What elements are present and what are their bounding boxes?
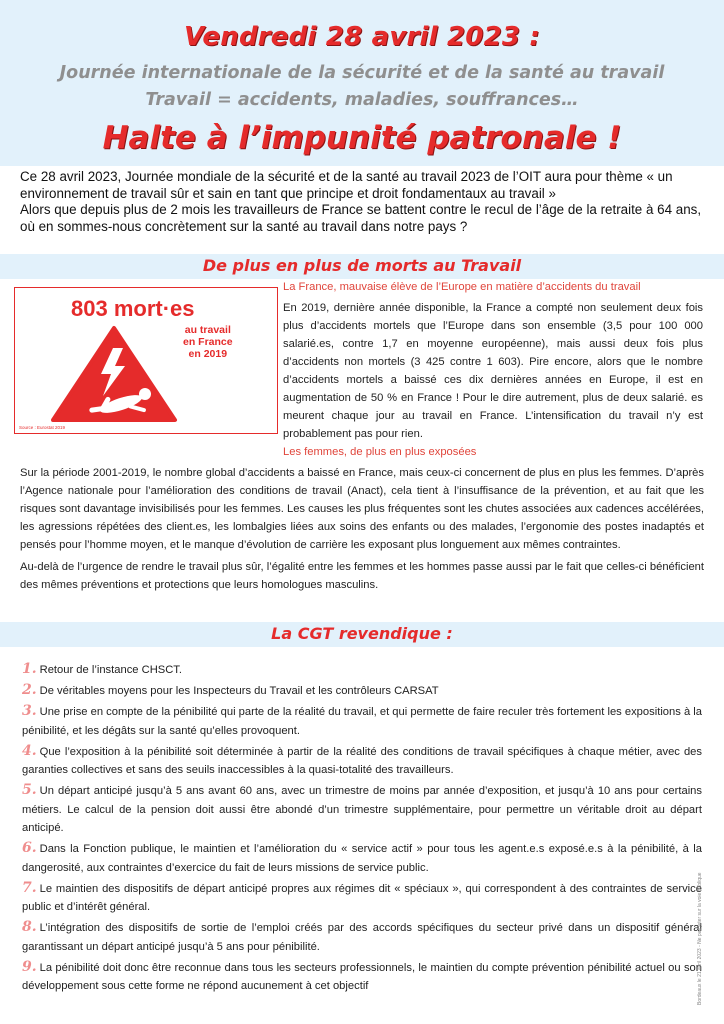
- claim-text: Le maintien des dispositifs de départ anticipé propres aux régimes dit « spéciaux », qui correspondent à des contraintes de service public et d’intérêt général.: [22, 882, 702, 913]
- intro-text: [20, 169, 710, 235]
- claim-number: 4.: [22, 742, 37, 759]
- section-title-deaths: De plus en plus de morts au Travail: [202, 256, 522, 275]
- paragraph-text: Sur la période 2001-2019, le nombre global d’accidents a baissé en France, mais ceux-ci concernent de plus en plus les femmes. D’après l’Agence nationale pour l’amélioration des conditions de travail (Anact), cela tient à l’insuffisance de la prévention, et au fait que les risques sont davantage invisibilisés pour les femmes. Les causes les plus fréquentes sont les chutes associées aux cadences accélérées, les agressions répétées des client.es, les lombalgies liées aux soins des enfants ou des malades, l’ergonomie des postes inadaptés et pensés pour l’homme moyen, et le manque d’évolution de carrière les exposant plus longuement aux mêmes contraintes.: [20, 467, 704, 551]
- claim-number: 8.: [22, 919, 37, 935]
- caption-line: en France: [183, 336, 233, 348]
- claim-text: Une prise en compte de la pénibilité qui parte de la réalité du travail, et qui permette de faire reculer très fortement les expositions à la pénibilité, et les dégâts sur la santé qu’elles provoquent.: [22, 706, 702, 737]
- paragraph-text: En 2019, dernière année disponible, la France a compté non seulement deux fois plus d’accidents mortels que l’Europe dans son ensemble (3,5 pour 100 000 salarié.es, contre 1,7 en moyenne européenne), mais aussi deux fois plus d’accidents non mortels (3 425 contre 1 603). Pire encore, alors que le nombre d’accidents mortels a baissé ces dix dernières années en Europe, il est en augmentation de 50 % en France ! Pour le dire autrement, plus de deux salarié. es meurent chaque jour au travail en France. L’intensification du travail n’y est probablement pas pour rien.: [283, 302, 703, 440]
- claims-list: [22, 660, 702, 997]
- infographic-box: [14, 287, 278, 434]
- infographic-source: Source : Eurostat 2019: [19, 425, 66, 430]
- section-title-claims: La CGT revendique :: [271, 624, 453, 643]
- intro-paragraph: Ce 28 avril 2023, Journée mondiale de la sécurité et de la santé au travail 2023 de l’OIT aura pour thème « un environnement de travail sûr et sain en tant que principe et droit fondamentaux au travail »: [20, 169, 673, 201]
- claim-number: 3.: [22, 703, 37, 719]
- claim-number: 1.: [22, 661, 37, 677]
- claim-text: La pénibilité doit donc être reconnue dans tous les secteurs professionnels, le maintien du compte prévention pénibilité actuel ou son développement sous cette forme ne répond aucunement à cet objectif: [22, 961, 702, 992]
- subhead-femmes: Les femmes, de plus en plus exposées: [283, 446, 477, 458]
- claim-item: [22, 879, 702, 917]
- date-heading: Vendredi 28 avril 2023 :: [183, 22, 541, 52]
- caption-line: au travail: [184, 324, 231, 336]
- caption-line: en 2019: [188, 348, 228, 360]
- claim-number: 7.: [22, 879, 37, 896]
- claim-item: [22, 660, 702, 680]
- claim-item: [22, 839, 702, 877]
- subtitle-journee: Journée internationale de la sécurité et de la santé au travail: [59, 63, 665, 83]
- subhead-france: La France, mauvaise élève de l’Europe en matière d’accidents du travail: [283, 281, 641, 293]
- intro-paragraph: Alors que depuis plus de 2 mois les travailleurs de France se battent contre le recul de l’âge de la retraite à 64 ans, où en sommes-nous concrètement sur la santé au travail dans notre pays ?: [20, 202, 702, 234]
- claim-text: Retour de l’instance CHSCT.: [39, 664, 183, 676]
- death-count: 803 mort·es: [71, 296, 195, 321]
- claim-number: 9.: [22, 958, 37, 975]
- paragraph-femmes: [20, 464, 704, 594]
- claim-text: Dans la Fonction publique, le maintien et l’amélioration du « service actif » pour tous les agent.e.s exposé.e.s à la pénibilité, à la dangerosité, aux contraintes d’exercice du fait de leurs missions de service public.: [22, 843, 702, 874]
- claim-text: Que l’exposition à la pénibilité soit déterminée à partir de la réalité des conditions de travail spécifiques à chaque métier, avec des garanties collectives et sans des seuils inaccessibles à la quasi-totalité des travailleurs.: [22, 745, 702, 776]
- claim-number: 2.: [22, 682, 37, 698]
- paragraph-france: [283, 299, 703, 443]
- claim-number: 5.: [22, 782, 37, 798]
- claim-item: [22, 681, 702, 701]
- claim-text: Un départ anticipé jusqu’à 5 ans avant 60 ans, avec un trimestre de moins par année d’exposition, et jusqu’à 10 ans pour certains métiers. Le calcul de la pension doit aussi être abondé d’un trimestre supplémentaire, pour permettre un véritable droit au départ anticipé.: [22, 785, 702, 834]
- subtitle-travail: Travail = accidents, maladies, souffrances…: [145, 90, 579, 110]
- paragraph-text: Au-delà de l’urgence de rendre le travail plus sûr, l’égalité entre les femmes et les hommes passe aussi par le fait que celles-ci bénéficient des mêmes préventions et protections que leurs homologues masculins.: [20, 561, 704, 591]
- danger-triangle-icon: [49, 324, 179, 424]
- claim-item: [22, 781, 702, 838]
- headline: Halte à l’impunité patronale !: [102, 120, 622, 156]
- claim-item: [22, 702, 702, 740]
- claim-text: De véritables moyens pour les Inspecteurs du Travail et les contrôleurs CARSAT: [39, 685, 439, 697]
- claim-number: 6.: [22, 840, 37, 856]
- side-note: [697, 872, 707, 1005]
- infographic-caption: [183, 324, 233, 360]
- claim-item: [22, 742, 702, 780]
- claim-item: [22, 918, 702, 956]
- claim-text: L’intégration des dispositifs de sortie de l’emploi créés par des accords spécifiques du secteur privé dans un dispositif général garantissant un départ anticipé jusqu’à 5 ans pour pénibilité.: [22, 922, 702, 953]
- side-note-text: Bordeaux le 21 avril 2023 - Ne pas jeter sur la voie publique: [697, 872, 703, 1005]
- header-banner: [0, 0, 724, 166]
- claim-item: [22, 958, 702, 996]
